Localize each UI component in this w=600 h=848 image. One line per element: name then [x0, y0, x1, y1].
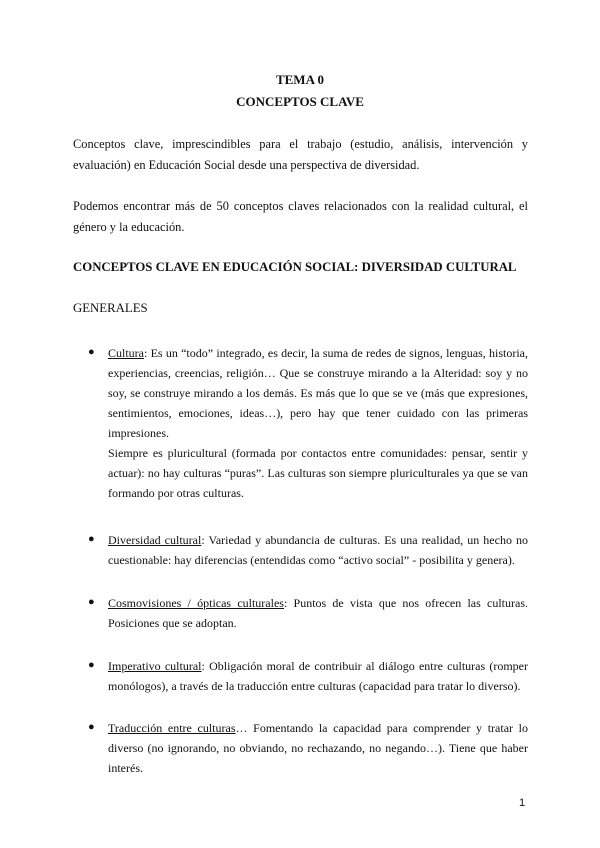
- intro-paragraph-2: Podemos encontrar más de 50 conceptos claves relacionados con la realidad cultural, el género y la educación.: [73, 199, 528, 234]
- definition-cosmovisiones: : Puntos de vista que nos ofrecen las culturas. Posiciones que se adoptan.: [108, 596, 528, 630]
- page-number: 1: [519, 797, 526, 809]
- list-item-imperativo-cultural: [108, 656, 528, 696]
- list-item-cosmovisiones: [108, 593, 528, 633]
- definition-diversidad-cultural: : Variedad y abundancia de culturas. Es una realidad, un hecho no cuestionable: hay diferencias (entendidas como “activo social” - posibilita y genera).: [108, 533, 528, 567]
- definition-cultura: : Es un “todo” integrado, es decir, la suma de redes de signos, lenguas, historia, experiencias, creencias, religión… Que se construye mirando a la Alteridad: soy y no soy, se construye mirando a los demás. Es más que lo que se ve (más que expresiones, sentimientos, emociones, ideas…), pero hay que tener cuidado con las primeras impresiones.: [108, 346, 528, 440]
- document-title: TEMA 0: [275, 72, 325, 87]
- term-diversidad-cultural: Diversidad cultural: [108, 533, 202, 547]
- intro-paragraph-1: Conceptos clave, imprescindibles para el trabajo (estudio, análisis, intervención y evaluación) en Educación Social desde una perspectiva de diversidad.: [73, 137, 528, 172]
- term-cultura: Cultura: [108, 346, 144, 360]
- bullet-icon: ●: [88, 346, 95, 358]
- document-subtitle: CONCEPTOS CLAVE: [236, 94, 364, 109]
- term-imperativo-cultural: Imperativo cultural: [108, 659, 202, 673]
- definition-traduccion-entre-culturas: … Fomentando la capacidad para comprender y tratar lo diverso (no ignorando, no obviando, no rechazando, no negando…). Tiene que haber interés.: [108, 721, 529, 775]
- list-item-cultura: [108, 343, 528, 503]
- term-traduccion-entre-culturas: Traducción entre culturas: [108, 721, 236, 735]
- section-subheading: GENERALES: [73, 301, 148, 315]
- bullet-icon: ●: [88, 596, 95, 608]
- list-item-diversidad-cultural: [108, 530, 528, 570]
- section-heading: CONCEPTOS CLAVE EN EDUCACIÓN SOCIAL: DIVERSIDAD CULTURAL: [73, 260, 517, 274]
- definition-imperativo-cultural: : Obligación moral de contribuir al diálogo entre culturas (romper monólogos), a través de la traducción entre culturas (capacidad para tratar lo diverso).: [108, 659, 529, 693]
- definition-cultura-extra: Siempre es pluricultural (formada por contactos entre comunidades: pensar, sentir y actuar): no hay culturas “puras”. Las culturas son siempre pluriculturales ya que se van formando por otras culturas.: [108, 446, 528, 500]
- bullet-icon: ●: [88, 533, 95, 545]
- list-item-traduccion-entre-culturas: [108, 718, 528, 778]
- bullet-icon: ●: [88, 721, 95, 733]
- bullet-icon: ●: [88, 659, 95, 671]
- term-cosmovisiones: Cosmovisiones / ópticas culturales: [108, 596, 284, 610]
